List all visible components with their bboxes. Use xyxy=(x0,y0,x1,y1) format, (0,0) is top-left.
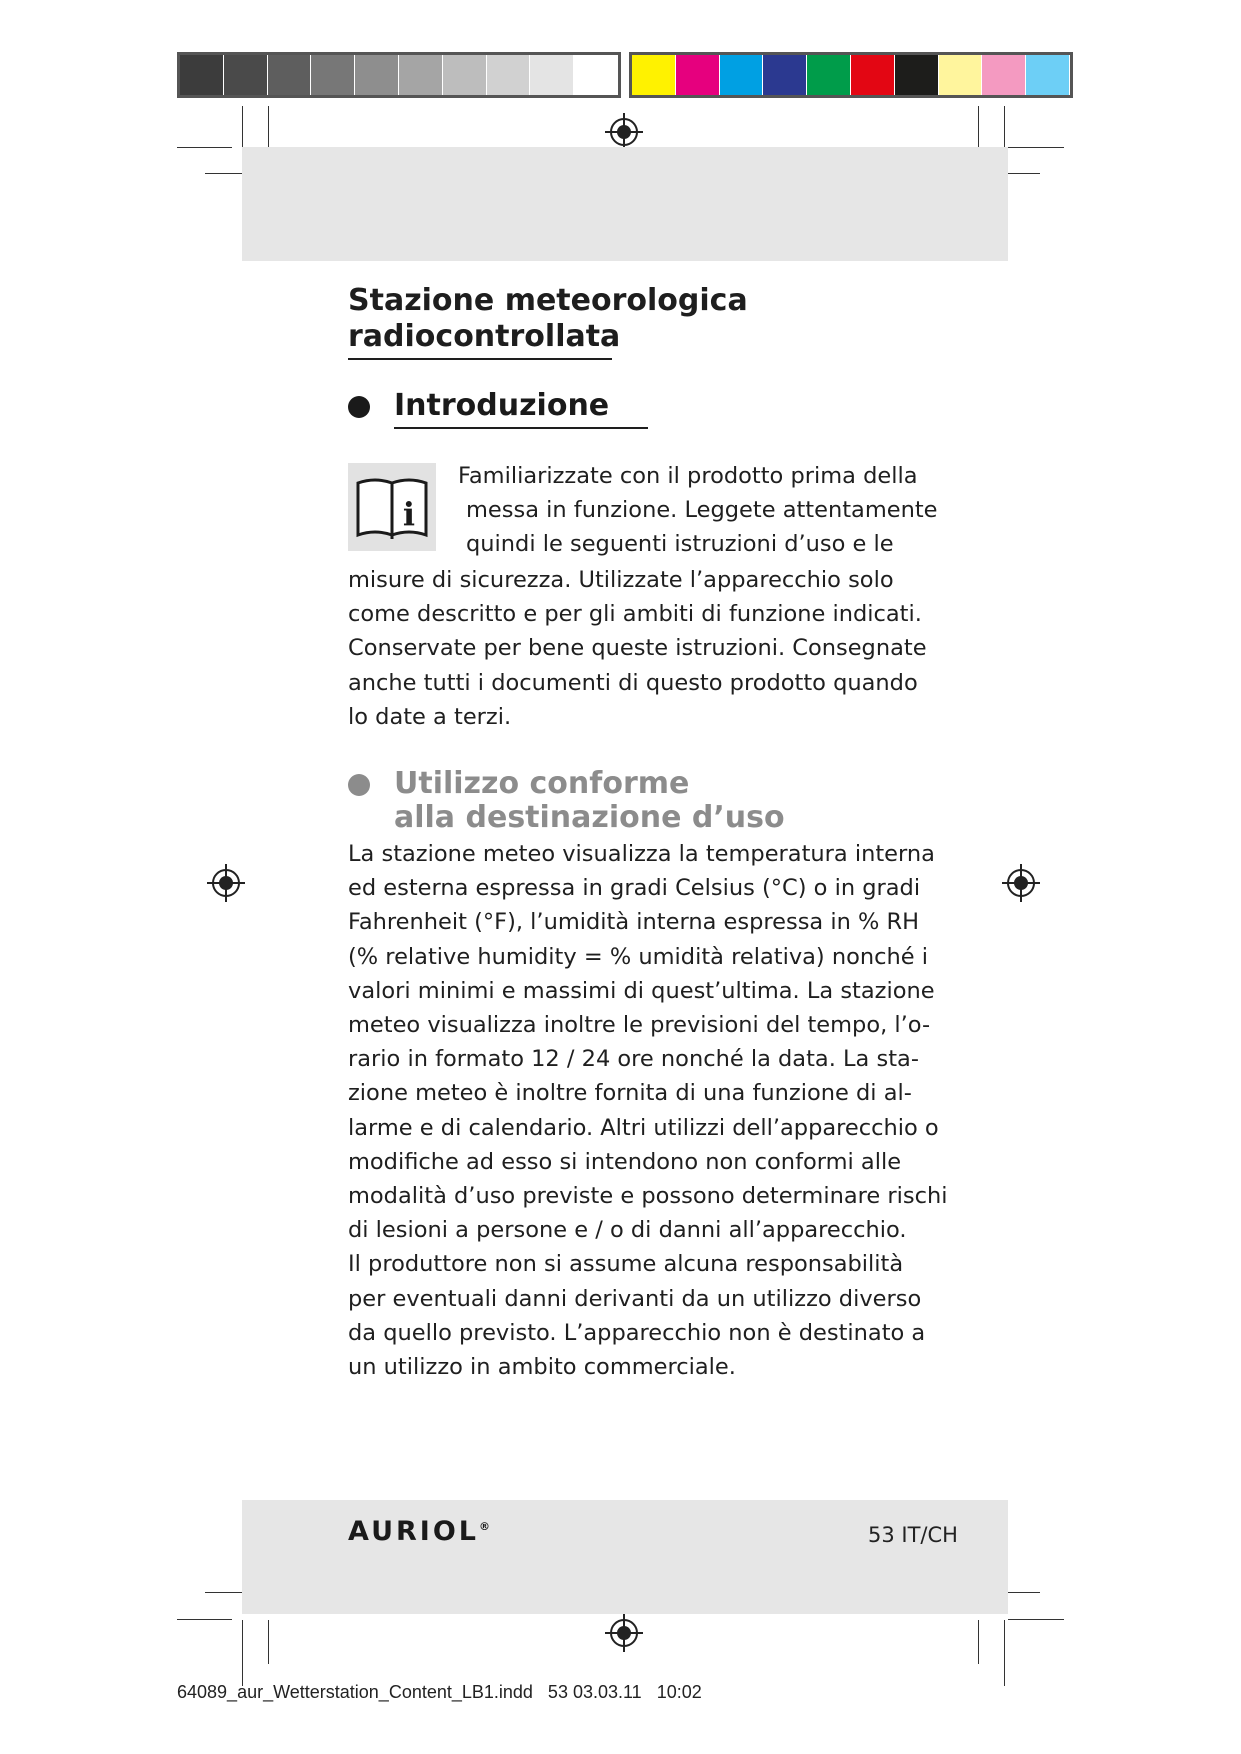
section-bullet-icon xyxy=(348,396,370,418)
crop-mark xyxy=(177,1619,232,1620)
color-patch xyxy=(355,55,399,95)
text-line: larme e di calendario. Altri utilizzi dell’apparecchio o xyxy=(348,1114,939,1141)
color-patch xyxy=(851,55,895,95)
text-line: La stazione meteo visualizza la temperatura interna xyxy=(348,841,935,867)
color-patch xyxy=(939,55,983,95)
color-patch xyxy=(720,55,764,95)
text-line: lo date a terzi. xyxy=(348,703,512,730)
brand-name: AURIOL xyxy=(348,1516,479,1547)
section-introduzione-heading xyxy=(348,389,908,429)
crop-mark xyxy=(1008,147,1064,148)
brand-logo xyxy=(348,1516,490,1547)
crop-mark xyxy=(242,106,243,148)
intro-paragraph-indented xyxy=(466,493,938,561)
text-line: Familiarizzate con il prodotto prima della xyxy=(458,463,918,489)
text-line: di lesioni a persone e / o di danni all’apparecchio. xyxy=(348,1217,907,1244)
text-line: Fahrenheit (°F), l’umidità interna espressa in % RH xyxy=(348,909,920,936)
color-patch xyxy=(224,55,268,95)
color-patch xyxy=(268,55,312,95)
color-patch xyxy=(180,55,224,95)
utilizzo-paragraph xyxy=(348,837,948,1384)
section-heading: Introduzione xyxy=(394,388,610,423)
brand-registered-mark: ® xyxy=(478,1520,490,1533)
section-utilizzo-heading xyxy=(348,767,908,835)
crop-mark xyxy=(268,1620,269,1664)
crop-mark xyxy=(1004,1620,1005,1686)
page-title-block xyxy=(348,283,908,360)
intro-paragraph xyxy=(348,563,927,734)
registration-mark-icon xyxy=(205,862,247,904)
color-patch xyxy=(676,55,720,95)
page-number: 53 IT/CH xyxy=(868,1523,958,1547)
color-patch xyxy=(530,55,574,95)
book-info-icon xyxy=(348,463,436,551)
text-line: modalità d’uso previste e possono determinare rischi xyxy=(348,1183,948,1210)
grayscale-color-bar xyxy=(177,52,621,98)
text-line: rario in formato 12 / 24 ore nonché la data. La sta- xyxy=(348,1046,919,1073)
text-line: meteo visualizza inoltre le previsioni del tempo, l’o- xyxy=(348,1012,931,1039)
section-bullet-icon xyxy=(348,774,370,796)
color-patch xyxy=(632,55,676,95)
crop-mark xyxy=(1004,106,1005,148)
color-patch xyxy=(982,55,1026,95)
text-line: anche tutti i documenti di questo prodotto quando xyxy=(348,669,918,696)
intro-paragraph-first-line xyxy=(458,459,918,493)
text-line: Conservate per bene queste istruzioni. Consegnate xyxy=(348,635,927,662)
file-slug: 64089_aur_Wetterstation_Content_LB1.indd 53 03.03.11 10:02 xyxy=(177,1682,702,1702)
crop-mark xyxy=(978,106,979,150)
text-line: modifiche ad esso si intendono non conformi alle xyxy=(348,1148,902,1175)
color-patch xyxy=(574,55,618,95)
title-underline xyxy=(348,358,612,360)
color-patch xyxy=(1026,55,1070,95)
text-line: un utilizzo in ambito commerciale. xyxy=(348,1354,736,1381)
color-patch xyxy=(807,55,851,95)
color-patch xyxy=(763,55,807,95)
text-line: Il produttore non si assume alcuna responsabilità xyxy=(348,1251,904,1278)
crop-mark xyxy=(177,147,232,148)
color-patch xyxy=(895,55,939,95)
crop-mark xyxy=(1008,1619,1064,1620)
text-line: valori minimi e massimi di quest’ultima. La stazione xyxy=(348,977,935,1004)
color-patch xyxy=(487,55,531,95)
color-patch xyxy=(399,55,443,95)
page-title xyxy=(348,283,908,355)
text-line: zione meteo è inoltre fornita di una funzione di al- xyxy=(348,1080,912,1107)
text-line: misure di sicurezza. Utilizzate l’apparecchio solo xyxy=(348,567,894,593)
text-line: (% relative humidity = % umidità relativa) nonché i xyxy=(348,943,929,970)
color-patch xyxy=(311,55,355,95)
page-title-line: Stazione meteorologica xyxy=(348,283,748,318)
registration-mark-icon xyxy=(603,1612,645,1654)
section-heading: Utilizzo conforme xyxy=(394,766,690,801)
text-line: come descritto e per gli ambiti di funzione indicati. xyxy=(348,601,922,628)
page-title-line: radiocontrollata xyxy=(348,319,621,354)
text-line: quindi le seguenti istruzioni d’uso e le xyxy=(466,531,894,558)
process-color-bar xyxy=(629,52,1073,98)
color-patch xyxy=(443,55,487,95)
crop-mark xyxy=(978,1620,979,1664)
section-heading: alla destinazione d’uso xyxy=(394,800,785,835)
text-line: da quello previsto. L’apparecchio non è destinato a xyxy=(348,1319,926,1346)
text-line: per eventuali danni derivanti da un utilizzo diverso xyxy=(348,1285,922,1312)
crop-mark xyxy=(242,1620,243,1686)
registration-mark-icon xyxy=(1000,862,1042,904)
text-line: ed esterna espressa in gradi Celsius (°C) o in gradi xyxy=(348,875,921,902)
svg-text:i: i xyxy=(402,495,416,533)
heading-underline xyxy=(394,427,648,429)
header-band xyxy=(242,147,1008,261)
crop-mark xyxy=(268,106,269,150)
text-line: messa in funzione. Leggete attentamente xyxy=(466,497,938,523)
